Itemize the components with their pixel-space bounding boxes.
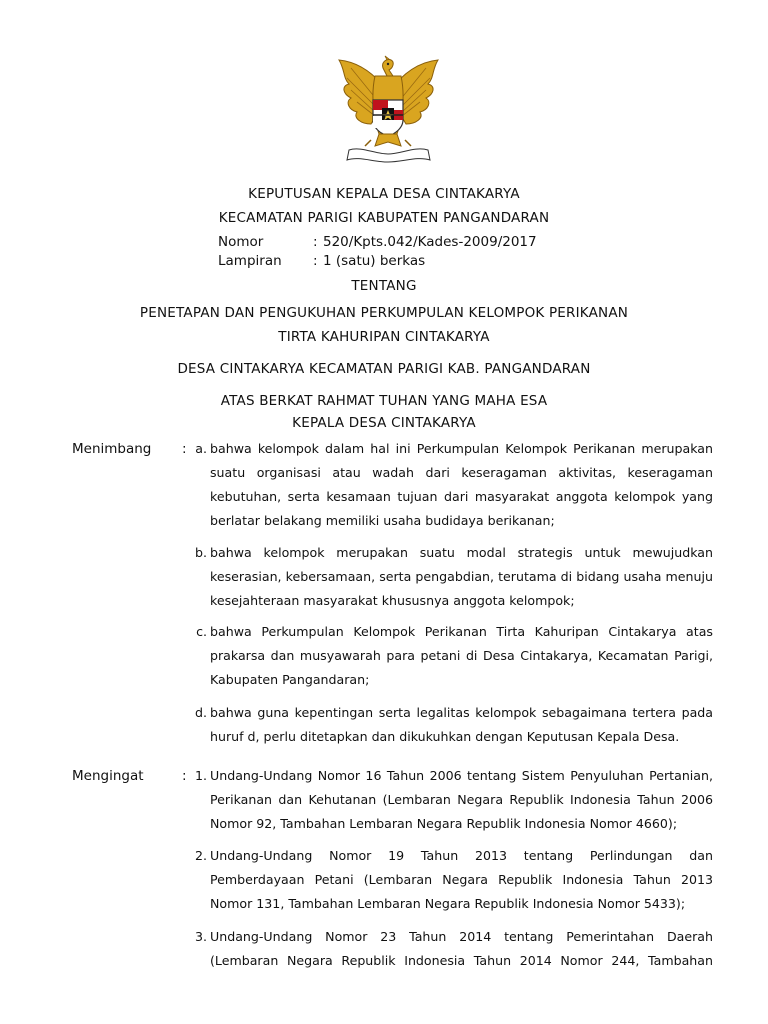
lampiran-colon: : bbox=[313, 253, 318, 269]
item-line: berlatar belakang memiliki usaha budidaya berikanan; bbox=[210, 513, 555, 528]
grace-line: ATAS BERKAT RAHMAT TUHAN YANG MAHA ESA bbox=[220, 393, 548, 409]
official-line: KEPALA DESA CINTAKARYA bbox=[292, 415, 476, 431]
menimbang-colon: : bbox=[182, 441, 187, 457]
tentang-heading: TENTANG bbox=[351, 278, 417, 294]
item-line: Undang-Undang Nomor 16 Tahun 2006 tentang Sistem Penyuluhan Pertanian, bbox=[210, 768, 713, 783]
item-marker: b. bbox=[195, 545, 207, 560]
nomor-value: 520/Kpts.042/Kades-2009/2017 bbox=[323, 234, 537, 250]
subject-line1: PENETAPAN DAN PENGUKUHAN PERKUMPULAN KELOMPOK PERIKANAN bbox=[139, 305, 629, 321]
item-line: Undang-Undang Nomor 19 Tahun 2013 tentang Perlindungan dan bbox=[210, 848, 713, 863]
item-line: Kabupaten Pangandaran; bbox=[210, 672, 370, 687]
place-line: DESA CINTAKARYA KECAMATAN PARIGI KAB. PANGANDARAN bbox=[177, 361, 591, 377]
item-line: kebutuhan, serta kesamaan tujuan dari masyarakat anggota kelompok yang bbox=[210, 489, 713, 504]
item-line: Pemberdayaan Petani (Lembaran Negara Republik Indonesia Tahun 2013 bbox=[210, 872, 713, 887]
item-line: bahwa Perkumpulan Kelompok Perikanan Tirta Kahuripan Cintakarya atas bbox=[210, 624, 713, 639]
item-line: bahwa kelompok dalam hal ini Perkumpulan Kelompok Perikanan merupakan bbox=[210, 441, 713, 456]
item-line: Undang-Undang Nomor 23 Tahun 2014 tentang Pemerintahan Daerah bbox=[210, 929, 713, 944]
item-line: Nomor 92, Tambahan Lembaran Negara Republik Indonesia Nomor 4660); bbox=[210, 816, 678, 831]
decree-title-line1: KEPUTUSAN KEPALA DESA CINTAKARYA bbox=[248, 186, 520, 202]
garuda-emblem-icon bbox=[331, 54, 446, 166]
item-marker: c. bbox=[196, 624, 207, 639]
item-line: Perikanan dan Kehutanan (Lembaran Negara Republik Indonesia Tahun 2006 bbox=[210, 792, 713, 807]
item-marker: 3. bbox=[194, 929, 207, 944]
item-line: bahwa guna kepentingan serta legalitas kelompok sebagaimana tertera pada bbox=[210, 705, 713, 720]
item-line: kesejahteraan masyarakat khususnya anggota kelompok; bbox=[210, 593, 575, 608]
item-line: prakarsa dan musyawarah para petani di Desa Cintakarya, Kecamatan Parigi, bbox=[210, 648, 713, 663]
subject-line2: TIRTA KAHURIPAN CINTAKARYA bbox=[278, 329, 490, 345]
menimbang-label: Menimbang bbox=[72, 441, 152, 457]
item-line: bahwa kelompok merupakan suatu modal strategis untuk mewujudkan bbox=[210, 545, 713, 560]
mengingat-label: Mengingat bbox=[72, 768, 144, 784]
item-marker: a. bbox=[195, 441, 207, 456]
item-line: huruf d, perlu ditetapkan dan dikukuhkan dengan Keputusan Kepala Desa. bbox=[210, 729, 680, 744]
item-line: (Lembaran Negara Republik Indonesia Tahun 2014 Nomor 244, Tambahan bbox=[210, 953, 713, 968]
mengingat-colon: : bbox=[182, 768, 187, 784]
item-marker: 2. bbox=[194, 848, 207, 863]
nomor-label: Nomor bbox=[218, 234, 264, 250]
item-marker: d. bbox=[195, 705, 207, 720]
decree-title-line2: KECAMATAN PARIGI KABUPATEN PANGANDARAN bbox=[218, 210, 550, 226]
item-line: keserasian, kebersamaan, serta pengabdian, terutama di bidang usaha menuju bbox=[210, 569, 713, 584]
item-marker: 1. bbox=[194, 768, 207, 783]
nomor-colon: : bbox=[313, 234, 318, 250]
lampiran-value: 1 (satu) berkas bbox=[323, 253, 426, 269]
item-line: suatu organisasi atau wadah dari keseragaman aktivitas, keseragaman bbox=[210, 465, 713, 480]
item-line: Nomor 131, Tambahan Lembaran Negara Republik Indonesia Nomor 5433); bbox=[210, 896, 686, 911]
lampiran-label: Lampiran bbox=[218, 253, 282, 269]
